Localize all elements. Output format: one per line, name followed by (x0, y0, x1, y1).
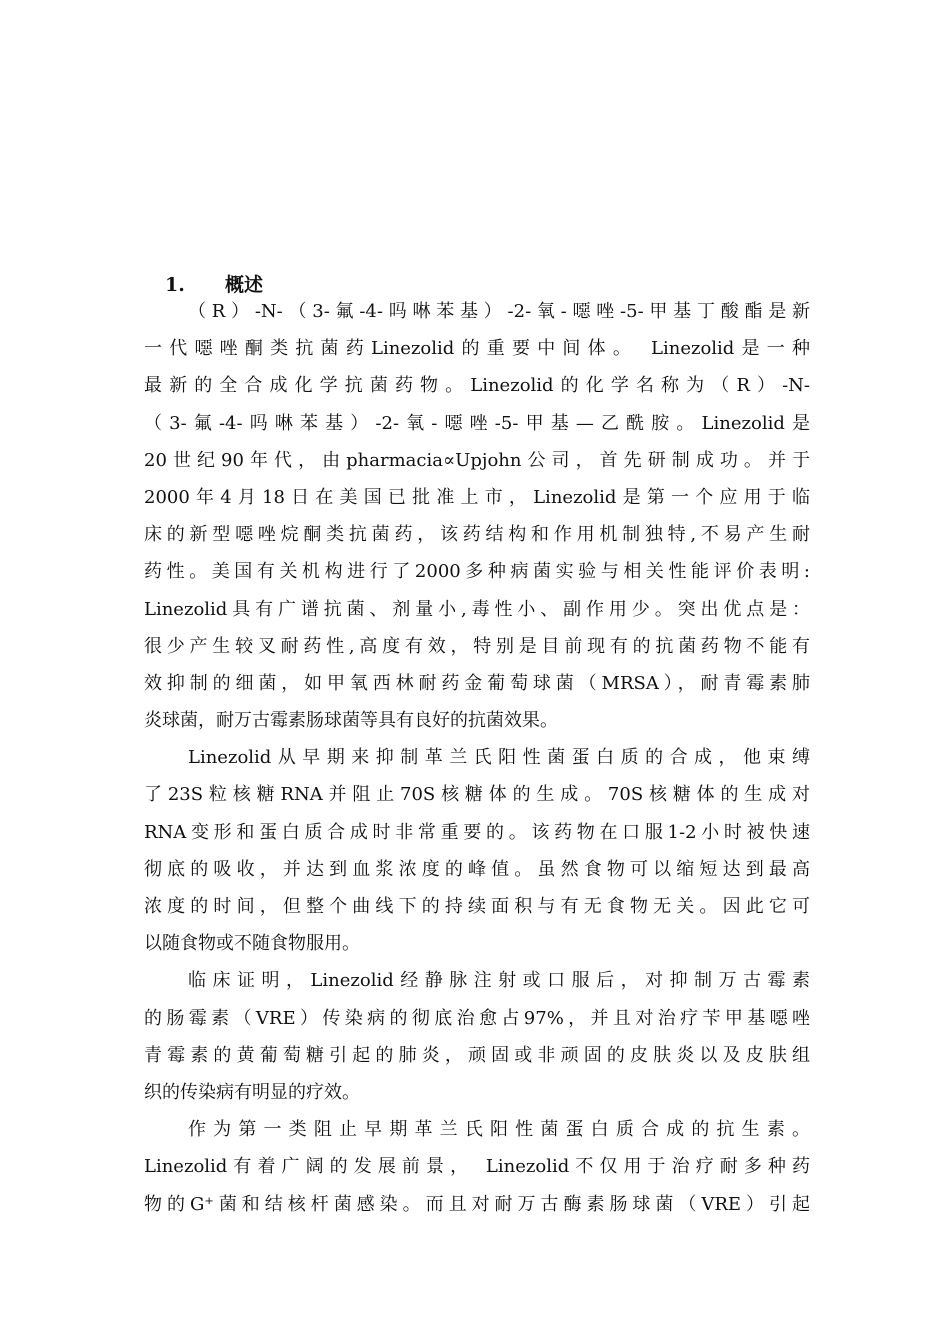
paragraph-1-line: 炎球菌，耐万古霉素肠球菌等具有良好的抗菌效果。 (144, 710, 558, 732)
section-title: 概述 (225, 274, 264, 296)
body-text (144, 293, 810, 1223)
paragraph-2-line: 以随食物或不随食物服用。 (144, 933, 360, 955)
paragraph-1-line: 2000年4月18日在美国已批准上市，Linezolid是第一个应用于临 (144, 486, 810, 508)
paragraph-2-line: Linezolid从早期来抑制革兰氏阳性菌蛋白质的合成，他束缚 (188, 747, 810, 769)
paragraph-1-line: 效抑制的细菌，如甲氧西林耐药金葡萄球菌（MRSA），耐青霉素肺 (144, 672, 810, 694)
paragraph-2-line: RNA变形和蛋白质合成时非常重要的。该药物在口服1-2小时被快速 (144, 821, 810, 843)
paragraph-1-line: 一代噁唑酮类抗菌药Linezolid的重要中间体。 Linezolid是一种 (144, 338, 810, 360)
paragraph-1-line: 20世纪90年代，由pharmacia∝Upjohn公司，首先研制成功。并于 (144, 449, 810, 471)
paragraph-2-line: 了23S粒核糖RNA并阻止70S核糖体的生成。70S核糖体的生成对 (144, 784, 810, 806)
paragraph-1-line: （R）-N-（3-氟-4-吗啉苯基）-2-氧-噁唑-5-甲基丁酸酯是新 (188, 301, 810, 322)
paragraph-2-line: 浓度的时间，但整个曲线下的持续面积与有无食物无关。因此它可 (144, 896, 810, 917)
section-number: 1. (165, 274, 185, 296)
paragraph-1-line: 很少产生较叉耐药性,高度有效，特别是目前现有的抗菌药物不能有 (144, 635, 810, 657)
paragraph-4-line: 物的G⁺菌和结核杆菌感染。而且对耐万古酶素肠球菌（VRE）引起 (144, 1193, 810, 1215)
paragraph-1-line: 床的新型噁唑烷酮类抗菌药，该药结构和作用机制独特,不易产生耐 (144, 524, 810, 546)
paragraph-3-line: 青霉素的黄葡萄糖引起的肺炎，顽固或非顽固的皮肤炎以及皮肤组 (144, 1044, 810, 1066)
paragraph-4-line: Linezolid有着广阔的发展前景， Linezolid不仅用于治疗耐多种药 (144, 1156, 810, 1178)
paragraph-1-line: Linezolid具有广谱抗菌、剂量小,毒性小、副作用少。突出优点是： (144, 598, 810, 620)
paragraph-3-line: 的肠霉素（VRE）传染病的彻底治愈占97%，并且对治疗苄甲基噁唑 (144, 1007, 810, 1029)
paragraph-3-line: 临床证明，Linezolid经静脉注射或口服后，对抑制万古霉素 (188, 970, 810, 992)
paragraph-1-line: 最新的全合成化学抗菌药物。Linezolid的化学名称为（R）-N- (144, 375, 810, 397)
paragraph-3-line: 织的传染病有明显的疗效。 (144, 1081, 360, 1103)
paragraph-2-line: 彻底的吸收，并达到血浆浓度的峰值。虽然食物可以缩短达到最高 (144, 858, 810, 880)
paragraph-1-line: 药性。美国有关机构进行了2000多种病菌实验与相关性能评价表明: (144, 561, 810, 583)
paragraph-4-line: 作为第一类阻止早期革兰氏阳性菌蛋白质合成的抗生素。 (188, 1119, 810, 1141)
paragraph-1-line: （3-氟-4-吗啉苯基）-2-氧-噁唑-5-甲基—乙酰胺。Linezolid是 (144, 412, 810, 434)
